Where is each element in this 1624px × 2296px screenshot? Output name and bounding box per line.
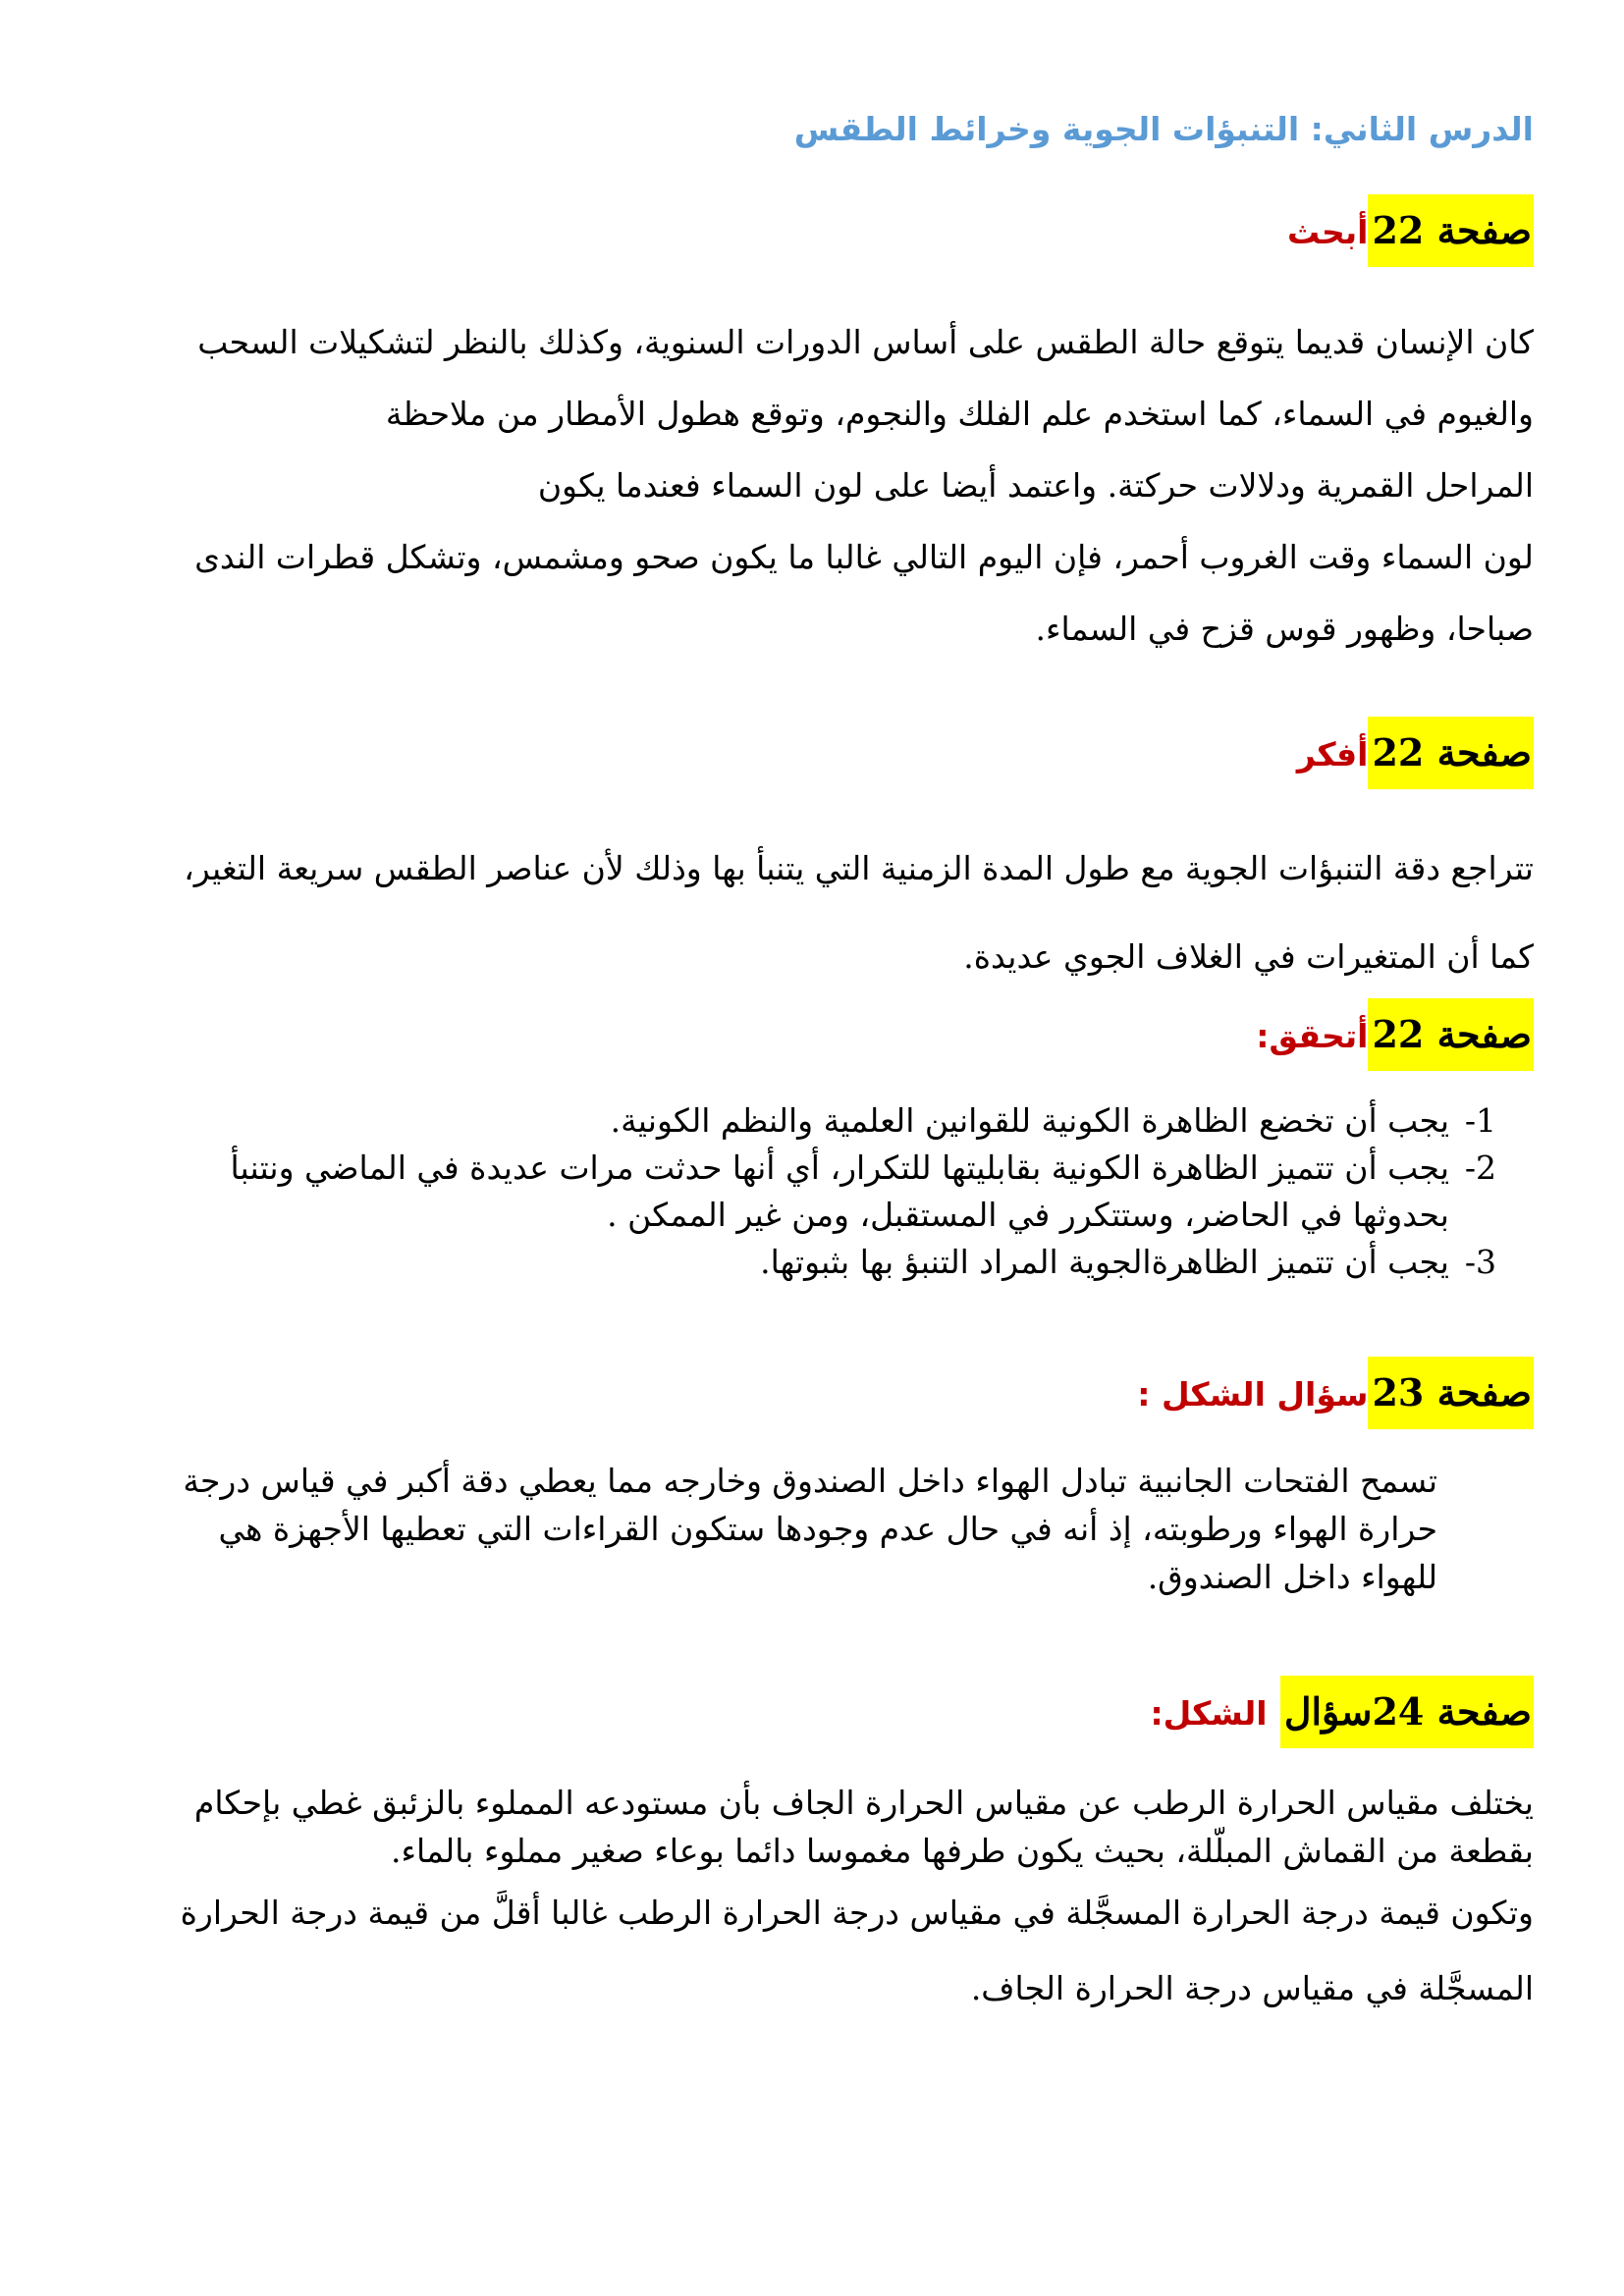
section-heading-verify [1256,998,1534,1071]
section-label: الشكل: [1150,1694,1268,1733]
list-number: 2- [1464,1148,1496,1187]
list-text: يجب أن تتميز الظاهرةالجوية المراد التنبؤ بها بثبوتها. [760,1243,1449,1281]
paragraph-line: والغيوم في السماء، كما استخدم علم الفلك والنجوم، وتوقع هطول الأمطار من ملاحظة [385,395,1534,433]
section-heading-think [1297,717,1534,789]
paragraph-line: كما أن المتغيرات في الغلاف الجوي عديدة. [963,937,1534,976]
section-label: أفكر [1296,735,1369,774]
paragraph-line: تسمح الفتحات الجانبية تبادل الهواء داخل الصندوق وخارجه مما يعطي دقة أكبر في قياس درجة [183,1462,1437,1500]
section-paragraph [90,306,1534,665]
list-item [147,1145,1496,1239]
paragraph-line: صباحا، وظهور قوس قزح في السماء. [1035,610,1534,648]
section-paragraph [90,825,1534,1001]
paragraph-line: بقطعة من القماش المبلَّلة، بحيث يكون طرفها مغموسا دائما بوعاء صغير مملوء بالماء. [391,1832,1534,1870]
list-text: يجب أن تتميز الظاهرة الكونية بقابليتها للتكرار، أي أنها حدثت مرات عديدة في الماضي ونتنبأ [230,1148,1449,1187]
list-text: بحدوثها في الحاضر، وستتكرر في المستقبل، ومن غير الممكن . [607,1196,1449,1234]
paragraph-line: وتكون قيمة درجة الحرارة المسجَّلة في مقياس درجة الحرارة الرطب غالبا أقلَّ من قيمة درجة الحرارة [180,1894,1534,1932]
paragraph-line: المراحل القمرية ودلالات حركتة. واعتمد أيضا على لون السماء فعندما يكون [537,466,1534,505]
section-label: أبحث [1287,213,1369,251]
criteria-list [147,1097,1496,1286]
list-number: 1- [1464,1101,1496,1140]
page-ref-highlight: صفحة 23 [1368,1357,1534,1429]
section-paragraph [157,1779,1534,2012]
paragraph-line: تتراجع دقة التنبؤات الجوية مع طول المدة الزمنية التي يتنبأ بها وذلك لأن عناصر الطقس سريعة التغير، [184,849,1534,887]
section-paragraph [147,1457,1437,1601]
section-label: سؤال الشكل : [1137,1375,1369,1414]
page-ref-highlight: صفحة 22 [1368,998,1534,1071]
page-ref-highlight: صفحة 22 [1368,194,1534,267]
paragraph-line: كان الإنسان قديما يتوقع حالة الطقس على أساس الدورات السنوية، وكذلك بالنظر لتشكيلات السحب [197,323,1534,361]
paragraph-line: المسجَّلة في مقياس درجة الحرارة الجاف. [970,1969,1534,2007]
paragraph-line: يختلف مقياس الحرارة الرطب عن مقياس الحرارة الجاف بأن مستودعه المملوء بالزئبق غطي بإحكام [193,1784,1534,1822]
page-ref-highlight: صفحة 22 [1368,717,1534,789]
list-item [147,1239,1496,1286]
lesson-title: الدرس الثاني: التنبؤات الجوية وخرائط الطقس [793,110,1534,148]
paragraph-line: للهواء داخل الصندوق. [1147,1558,1437,1596]
paragraph-line: لون السماء وقت الغروب أحمر، فإن اليوم التالي غالبا ما يكون صحو ومشمس، وتشكل قطرات الندى [194,538,1534,576]
section-label: أتحقق: [1256,1017,1369,1055]
list-item [147,1097,1496,1145]
list-text: يجب أن تخضع الظاهرة الكونية للقوانين العلمية والنظم الكونية. [610,1101,1449,1140]
page-ref-highlight: صفحة 24سؤال [1280,1676,1534,1748]
section-heading-research [1287,194,1534,267]
section-heading-figure-24 [1150,1676,1534,1748]
list-number: 3- [1464,1243,1496,1281]
paragraph-line: حرارة الهواء ورطوبته، إذ أنه في حال عدم وجودها ستكون القراءات التي تعطيها الأجهزة هي [218,1510,1437,1548]
section-heading-figure-23 [1137,1357,1534,1429]
